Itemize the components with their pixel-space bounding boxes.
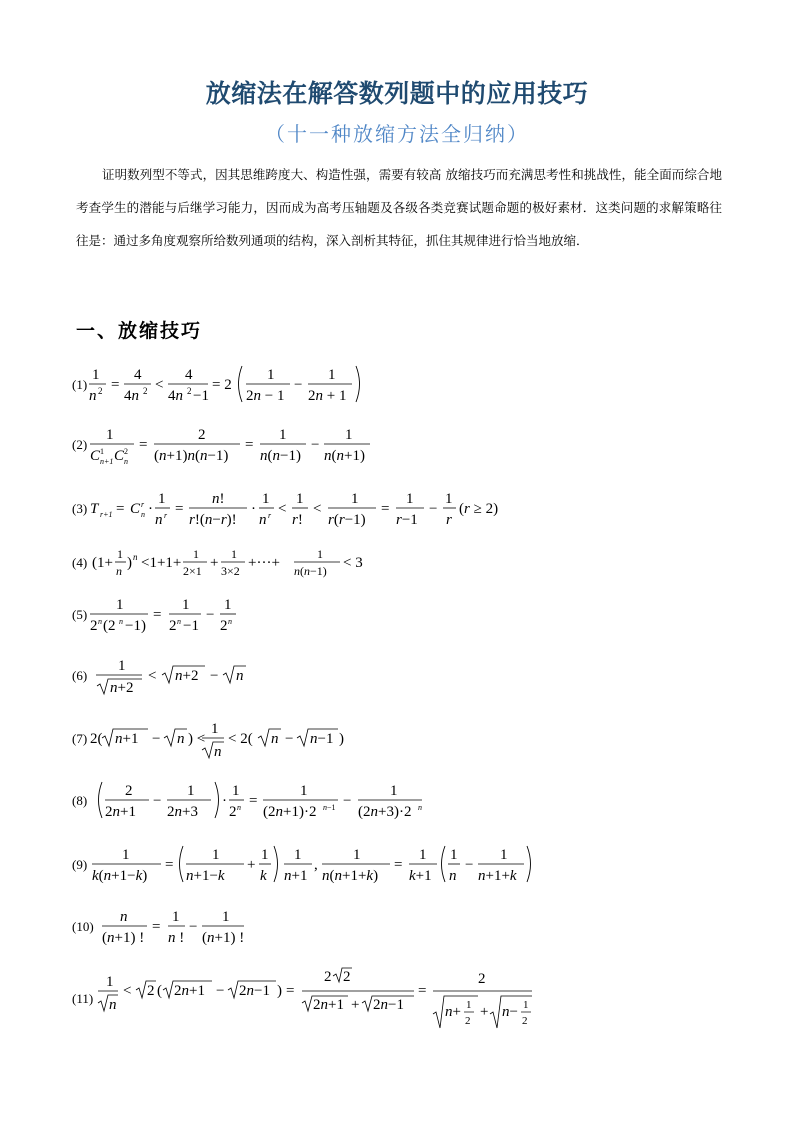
svg-text:1: 1 [445, 491, 453, 507]
svg-text:2: 2 [90, 618, 98, 634]
svg-text:n(n−1): n(n−1) [260, 448, 301, 464]
svg-text:(1+: (1+ [92, 555, 113, 571]
svg-text:(: ( [157, 983, 162, 999]
svg-text:(2: (2 [103, 618, 116, 634]
svg-text:2n+1: 2n+1 [313, 997, 344, 1013]
svg-text:1: 1 [122, 847, 130, 863]
svg-text:n(n−1): n(n−1) [294, 564, 327, 578]
svg-text:1: 1 [232, 783, 240, 799]
svg-text:1: 1 [182, 597, 190, 613]
svg-text:−: − [294, 377, 303, 393]
svg-text:1: 1 [158, 491, 166, 507]
svg-text:1: 1 [317, 547, 323, 561]
svg-text:C: C [90, 448, 101, 464]
svg-text:1: 1 [172, 909, 180, 925]
svg-text:−1: −1 [193, 388, 209, 404]
svg-text:1: 1 [222, 909, 230, 925]
svg-text:(r ≥ 2): (r ≥ 2) [459, 501, 499, 517]
svg-text:=: = [245, 437, 254, 453]
svg-text:2: 2 [124, 447, 128, 456]
svg-text:1: 1 [296, 491, 304, 507]
svg-text:1: 1 [224, 597, 232, 613]
svg-text:r: r [141, 500, 145, 509]
formula-label: (8) [72, 793, 88, 808]
svg-text:n+1+k: n+1+k [478, 868, 517, 884]
svg-text:= 2: = 2 [212, 377, 232, 393]
svg-text:C: C [114, 448, 125, 464]
svg-text:n−: n− [502, 1004, 518, 1020]
svg-text:·: · [222, 793, 227, 809]
svg-text:2: 2 [465, 1015, 471, 1027]
formula-9 [72, 842, 532, 888]
formula-label: (3) [72, 501, 88, 516]
svg-text:<: < [155, 377, 164, 393]
svg-text:r: r [164, 511, 168, 520]
svg-text:3×2: 3×2 [221, 564, 240, 578]
svg-text:4: 4 [185, 367, 193, 383]
svg-text:1: 1 [117, 547, 123, 561]
svg-text:1: 1 [419, 847, 427, 863]
svg-text:n: n [237, 803, 241, 812]
svg-text:1: 1 [279, 427, 287, 443]
svg-text:r!: r! [292, 512, 303, 528]
formula-7 [72, 716, 372, 764]
svg-text:2: 2 [343, 969, 351, 985]
svg-text:=: = [165, 857, 174, 873]
svg-text:1: 1 [466, 999, 472, 1011]
document-title: 放缩法在解答数列题中的应用技巧 [205, 79, 589, 108]
formula-label: (1) [72, 377, 88, 392]
svg-text:=: = [286, 983, 295, 999]
svg-text:+: + [480, 1004, 489, 1020]
section-heading: 一、放缩技巧 [76, 320, 203, 342]
svg-text:n+2: n+2 [110, 680, 134, 696]
formula-label: (6) [72, 668, 88, 683]
svg-text:n−1: n−1 [323, 803, 336, 812]
svg-text:2: 2 [187, 386, 192, 396]
svg-text:=: = [111, 377, 120, 393]
svg-text:−: − [210, 668, 219, 684]
svg-text:+: + [210, 555, 219, 571]
svg-text:n+1−k: n+1−k [186, 868, 225, 884]
svg-text:r: r [446, 512, 452, 528]
svg-text:=: = [175, 501, 184, 517]
svg-text:n+1: n+1 [284, 868, 308, 884]
svg-text:1: 1 [100, 447, 104, 456]
svg-text:1: 1 [345, 427, 353, 443]
svg-text:r(r−1): r(r−1) [328, 512, 366, 528]
svg-text:n: n [271, 731, 279, 747]
svg-text:<1+1+: <1+1+ [141, 555, 182, 571]
svg-text:n: n [236, 668, 244, 684]
svg-text:1: 1 [106, 974, 114, 990]
svg-text:C: C [130, 501, 141, 517]
svg-text:4n: 4n [168, 388, 183, 404]
svg-text:1: 1 [262, 491, 270, 507]
svg-text:n: n [449, 868, 457, 884]
svg-text:1: 1 [450, 847, 458, 863]
svg-text:<: < [313, 501, 322, 517]
formula-1 [72, 362, 372, 408]
svg-text:n: n [214, 744, 222, 760]
formula-label: (11) [72, 991, 94, 1006]
svg-text:+···+: +···+ [248, 555, 280, 571]
svg-text:n: n [418, 803, 422, 812]
svg-text:1: 1 [267, 367, 275, 383]
svg-text:n+1: n+1 [100, 457, 114, 466]
formula-6 [72, 652, 322, 700]
svg-text:1: 1 [212, 847, 220, 863]
formula-5 [72, 592, 322, 638]
svg-text:,: , [314, 857, 318, 873]
formula-label: (5) [72, 607, 88, 622]
svg-text:−: − [285, 731, 294, 747]
svg-text:1: 1 [406, 491, 414, 507]
svg-text:n: n [109, 997, 117, 1013]
svg-text:1: 1 [116, 597, 124, 613]
svg-text:4: 4 [134, 367, 142, 383]
svg-text:−: − [429, 501, 438, 517]
svg-text:2: 2 [147, 983, 155, 999]
svg-text:n: n [124, 457, 128, 466]
svg-text:n+1: n+1 [115, 731, 139, 747]
svg-text:2n−1: 2n−1 [373, 997, 404, 1013]
svg-text:1: 1 [353, 847, 361, 863]
svg-text:n: n [228, 617, 232, 626]
svg-text:n(n+1+k): n(n+1+k) [322, 868, 379, 884]
svg-text:=: = [394, 857, 403, 873]
svg-text:n: n [116, 564, 122, 578]
svg-text:n+: n+ [445, 1004, 461, 1020]
svg-text:·: · [251, 501, 256, 517]
svg-text:<: < [148, 668, 157, 684]
svg-text:1: 1 [231, 547, 237, 561]
svg-text:n: n [98, 617, 102, 626]
svg-text:−: − [206, 607, 215, 623]
svg-text:1: 1 [390, 783, 398, 799]
svg-text:−1): −1) [125, 618, 146, 634]
svg-text:n+2: n+2 [175, 668, 199, 684]
svg-text:1: 1 [261, 847, 269, 863]
svg-text:=: = [139, 437, 148, 453]
svg-text:=: = [152, 919, 161, 935]
svg-text:2n + 1: 2n + 1 [308, 388, 347, 404]
svg-text:r: r [268, 511, 272, 520]
formula-label: (9) [72, 857, 88, 872]
svg-text:−: − [189, 919, 198, 935]
svg-text:< 3: < 3 [343, 555, 363, 571]
svg-text:−: − [216, 983, 225, 999]
svg-text:(n+1) !: (n+1) ! [202, 930, 245, 946]
svg-text:n(n+1): n(n+1) [324, 448, 365, 464]
svg-text:−: − [152, 731, 161, 747]
svg-text:1: 1 [193, 547, 199, 561]
svg-text:2(: 2( [90, 731, 103, 747]
svg-text:r!(n−r)!: r!(n−r)! [189, 512, 237, 528]
svg-text:): ) [277, 983, 282, 999]
formula-4 [72, 540, 372, 586]
document-subtitle: （十一种放缩方法全归纳） [265, 122, 529, 146]
svg-text:=: = [381, 501, 390, 517]
svg-text:+: + [351, 997, 360, 1013]
svg-text:n: n [119, 617, 123, 626]
svg-text:1: 1 [118, 658, 126, 674]
formula-8 [72, 778, 432, 824]
formula-11 [72, 966, 542, 1034]
svg-text:−: − [343, 793, 352, 809]
svg-text:(n+1) !: (n+1) ! [102, 930, 145, 946]
svg-text:2×1: 2×1 [183, 564, 202, 578]
svg-text:4n: 4n [124, 388, 139, 404]
svg-text:n−1: n−1 [310, 731, 334, 747]
svg-text:−: − [465, 857, 474, 873]
svg-text:2: 2 [98, 386, 103, 396]
svg-text:−: − [311, 437, 320, 453]
svg-text:+: + [247, 857, 256, 873]
svg-text:2n − 1: 2n − 1 [246, 388, 285, 404]
formula-label: (7) [72, 731, 88, 746]
svg-text:r+1: r+1 [100, 510, 113, 519]
svg-text:2n−1: 2n−1 [239, 983, 270, 999]
svg-text:2: 2 [478, 971, 486, 987]
svg-text:1: 1 [523, 999, 529, 1011]
formula-10 [72, 904, 322, 950]
svg-text:1: 1 [294, 847, 302, 863]
svg-text:1: 1 [187, 783, 195, 799]
svg-text:(n+1)n(n−1): (n+1)n(n−1) [154, 448, 229, 464]
svg-text:=: = [418, 983, 427, 999]
svg-text:T: T [90, 501, 99, 517]
svg-text:·: · [148, 501, 153, 517]
svg-text:n !: n ! [168, 930, 185, 946]
svg-text:n!: n! [212, 491, 225, 507]
svg-text:n: n [177, 617, 181, 626]
svg-text:n: n [177, 731, 185, 747]
svg-text:=: = [116, 501, 125, 517]
svg-text:n: n [133, 552, 138, 562]
svg-text:2: 2 [324, 969, 332, 985]
svg-text:2: 2 [143, 386, 148, 396]
svg-text:<: < [278, 501, 287, 517]
svg-text:<: < [123, 983, 132, 999]
svg-text:< 2(: < 2( [228, 731, 253, 747]
svg-text:n: n [259, 512, 267, 528]
intro-paragraph: 证明数列型不等式，因其思维跨度大、构造性强，需要有较高 放缩技巧而充满思考性和挑战性，能全面而综合地考查学生的潜能与后继学习能力，因而成为高考压轴题及各级各类竞赛试题命题的极好素材．这类问题的求解策略往往是：通过多角度观察所给数列通项的结构，深入剖析其特征，抓住其规律进行恰当地放缩． [76, 167, 722, 248]
svg-text:1: 1 [500, 847, 508, 863]
svg-text:1: 1 [300, 783, 308, 799]
svg-text:) <: ) < [188, 731, 206, 747]
svg-text:−1: −1 [183, 618, 199, 634]
svg-text:−: − [153, 793, 162, 809]
svg-text:1: 1 [328, 367, 336, 383]
svg-text:r−1: r−1 [396, 512, 418, 528]
svg-text:n: n [141, 510, 145, 519]
svg-text:k+1: k+1 [409, 868, 432, 884]
svg-text:=: = [249, 793, 258, 809]
svg-text:1: 1 [351, 491, 359, 507]
formula-label: (2) [72, 437, 88, 452]
formula-label: (10) [72, 919, 94, 934]
svg-text:2n+3: 2n+3 [167, 804, 198, 820]
svg-text:n: n [89, 388, 97, 404]
svg-text:1: 1 [92, 367, 100, 383]
svg-text:1: 1 [106, 427, 114, 443]
svg-text:k: k [260, 868, 267, 884]
svg-text:=: = [153, 607, 162, 623]
svg-text:2: 2 [220, 618, 228, 634]
svg-text:): ) [339, 731, 344, 747]
svg-text:(2n+3)·2: (2n+3)·2 [358, 804, 412, 820]
svg-text:2n+1: 2n+1 [105, 804, 136, 820]
svg-text:(2n+1)·2: (2n+1)·2 [263, 804, 317, 820]
svg-text:2: 2 [198, 427, 206, 443]
svg-text:): ) [127, 555, 132, 571]
svg-text:k(n+1−k): k(n+1−k) [92, 868, 148, 884]
svg-text:n: n [155, 512, 163, 528]
svg-text:2: 2 [522, 1015, 528, 1027]
svg-text:n: n [120, 909, 128, 925]
formula-label: (4) [72, 555, 88, 570]
formula-2 [72, 422, 382, 468]
svg-text:2: 2 [229, 804, 237, 820]
svg-text:2: 2 [125, 783, 133, 799]
svg-text:2: 2 [169, 618, 177, 634]
svg-text:1: 1 [211, 721, 219, 737]
formula-3 [72, 486, 499, 532]
svg-text:2n+1: 2n+1 [174, 983, 205, 999]
